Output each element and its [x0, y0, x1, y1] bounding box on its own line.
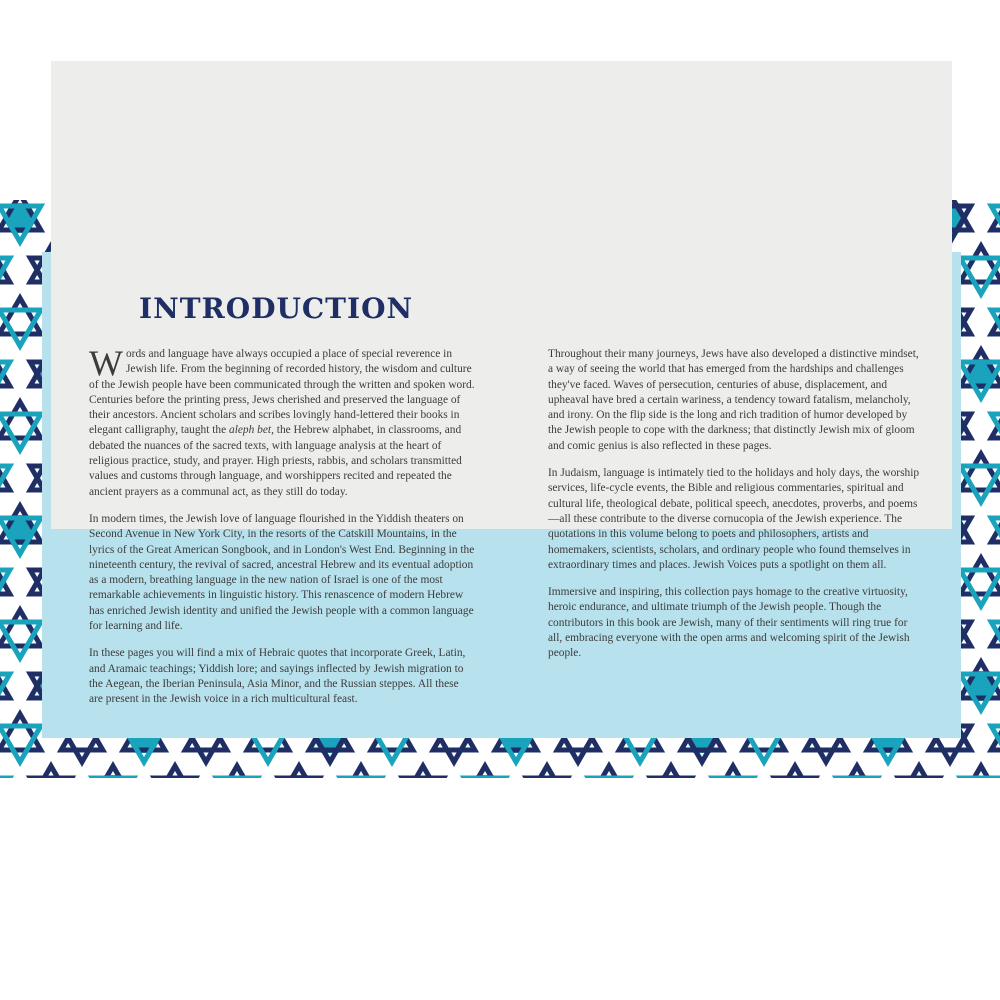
pattern-star [154, 766, 196, 778]
pattern-star [464, 766, 506, 778]
page-title: INTRODUCTION [139, 292, 414, 325]
pattern-star [960, 246, 1000, 294]
pattern-star [960, 558, 1000, 606]
pattern-star [402, 766, 444, 778]
pattern-star [960, 662, 1000, 710]
intro-paragraph-5: In Judaism, language is intimately tied to the holidays and holy days, the worship services, life-cycle events, the Bible and religious commentaries, spiritual and cultural life, theological debate, political speech, anecdotes, proverbs, and poems—all these contribute to the diverse cornucopia of the Jewish experience. The quotations in this volume belong to poets and philosophers, artists and homemakers, scientists, scholars, and ordinary people who found themselves in extraordinary times and places. Jewish Voices puts a spotlight on them all. [548, 467, 920, 571]
pattern-star [836, 766, 878, 778]
pattern-star [0, 714, 41, 762]
drop-cap: W [89, 343, 123, 383]
pattern-star [0, 350, 10, 398]
pattern-star [991, 610, 1000, 658]
pattern-star [0, 662, 10, 710]
pattern-star [0, 610, 41, 658]
intro-paragraph-2: In modern times, the Jewish love of language flourished in the Yiddish theaters on Second Avenue in New York City, in the resorts of the Catskill Mountains, in the lyrics of the Great American Songbook, and in London's West End. Beginning in the nineteenth century, the revival of sacred, ancestral Hebrew and its eventual adoption as a modern, breathing language in the new nation of Israel is one of the most remarkable achievements in linguistic history. This renascence of modern Hebrew has enriched Jewish identity and unified the Jewish people with a common language for learning and life. [89, 512, 475, 633]
left-column [89, 343, 475, 720]
intro-paragraph-4: Throughout their many journeys, Jews have also developed a distinctive mindset, a way of seeing the world that has emerged from the hardships and challenges they've faced. Waves of persecution, centuries of abuse, displacement, and upheaval have bred a certain wariness, a tendency toward fatalism, melancholy, and irony. On the flip side is the long and rich tradition of humor developed by the Jewish people to cope with the darkness; that distinctly Jewish mix of gloom and comic genius is also reflected in these pages. [548, 348, 919, 452]
intro-paragraph-6: Immersive and inspiring, this collection pays homage to the creative virtuosity, heroic endurance, and ultimate triumph of the Jewish people. Though the contributors in this book are Jewish, many of their sentiments will ring true for all, embracing everyone with the open arms and welcoming spirit of the Jewish people. [548, 586, 910, 660]
pattern-star [0, 200, 41, 242]
paragraph-1-italic: aleph bet, [229, 424, 274, 437]
pattern-star [30, 766, 72, 778]
pattern-star [0, 246, 10, 294]
pattern-star [960, 454, 1000, 502]
pattern-star [0, 298, 41, 346]
intro-paragraph-1 [89, 343, 475, 500]
paragraph-1-text: ords and language have always occupied a place of special reverence in Jewish life. From the beginning of recorded history, the wisdom and culture of the Jewish people have been communicated through the written and spoken word. Centuries before the printing press, Jews cherished and preserved the language of their ancestors. Ancient scholars and scribes lovingly hand-lettered their books in elegant calligraphy, taught the [89, 348, 475, 437]
pattern-star [0, 402, 41, 450]
pattern-star [991, 402, 1000, 450]
pattern-star [0, 454, 10, 502]
pattern-star [991, 200, 1000, 242]
pattern-star [588, 766, 630, 778]
pattern-star [278, 766, 320, 778]
pattern-star [960, 766, 1000, 778]
pattern-star [650, 766, 692, 778]
pattern-star [991, 298, 1000, 346]
pattern-star [0, 766, 10, 778]
paragraph-1-rest: the Hebrew alphabet, in classrooms, and debated the nuances of the sacred texts, with language analysis at the heart of religious practice, study, and prayer. High priests, rabbis, and scholars transmitted values and customs through language, and worshippers recited and repeated the ancient prayers as a communal act, as they still do today. [89, 424, 462, 498]
pattern-star [991, 506, 1000, 554]
pattern-star [991, 714, 1000, 762]
pattern-star [526, 766, 568, 778]
pattern-star [774, 766, 816, 778]
pattern-star [0, 506, 41, 554]
pattern-star [216, 766, 258, 778]
right-column [548, 347, 920, 674]
pattern-star [898, 766, 940, 778]
pattern-star [92, 766, 134, 778]
intro-paragraph-3: In these pages you will find a mix of Hebraic quotes that incorporate Greek, Latin, and Aramaic teachings; Yiddish lore; and sayings inflected by Jewish migration to the Aegean, the Iberian Peninsula, Asia Minor, and the Russian steppes. All these are present in the Jewish voice in a rich multicultural feast. [89, 647, 466, 706]
pattern-star [960, 350, 1000, 398]
pattern-star [340, 766, 382, 778]
pattern-star [712, 766, 754, 778]
pattern-star [0, 558, 10, 606]
